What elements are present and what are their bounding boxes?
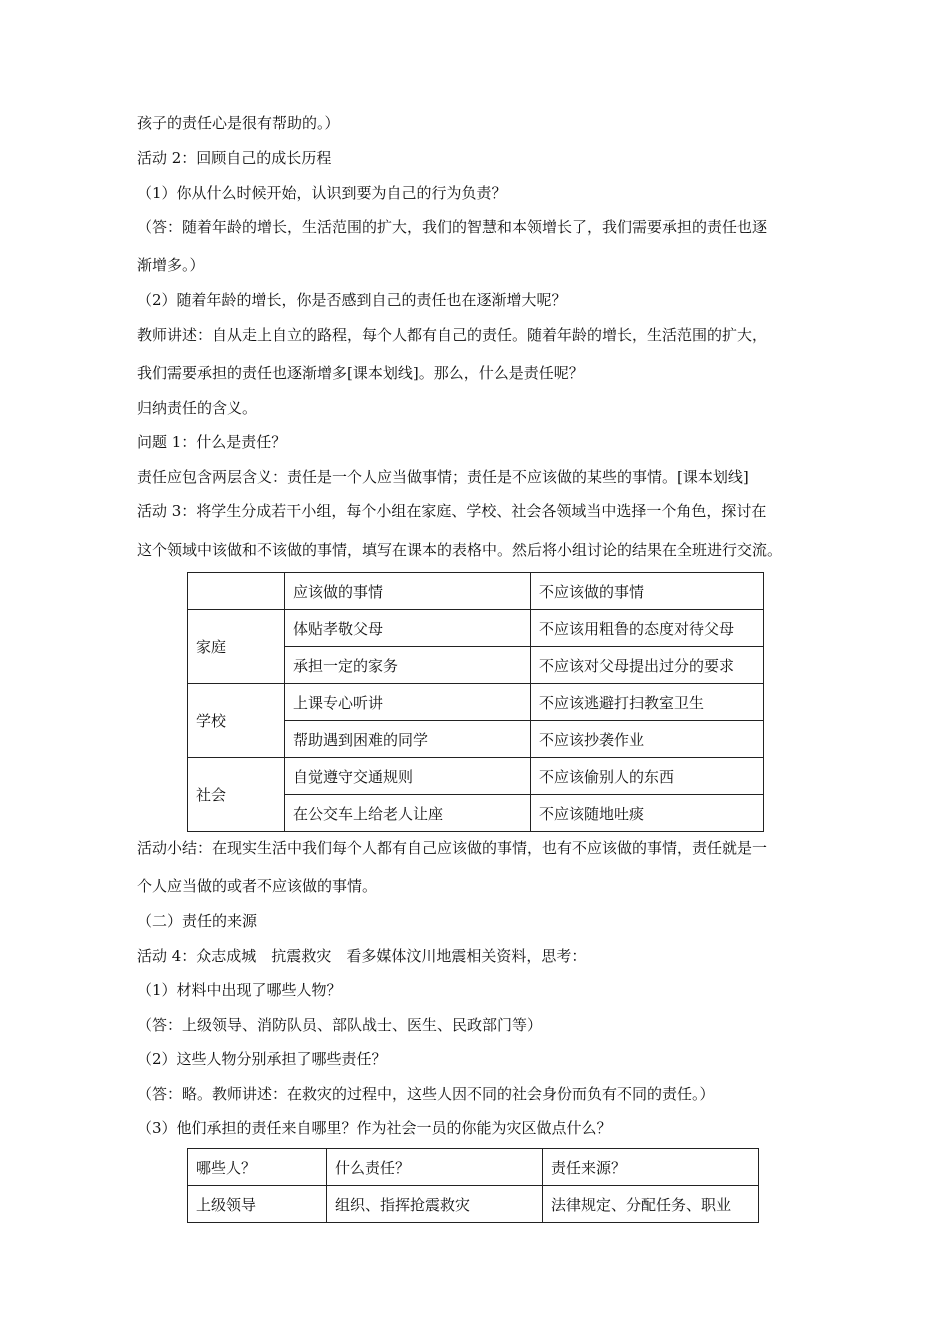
text-line: （3）他们承担的责任来自哪里？作为社会一员的你能为灾区做点什么？ [137, 1119, 612, 1137]
text-line: 活动 3：将学生分成若干小组，每个小组在家庭、学校、社会各领域当中选择一个角色，探讨在 [137, 502, 767, 520]
text-line: 活动 2：回顾自己的成长历程 [137, 149, 332, 167]
table-cell: 不应该抄袭作业 [531, 721, 764, 758]
text-line: 活动小结：在现实生活中我们每个人都有自己应该做的事情，也有不应该做的事情，责任就是一 [137, 839, 768, 857]
table-header-row [188, 1149, 759, 1186]
table-cell: 帮助遇到困难的同学 [285, 721, 531, 758]
text-line: 归纳责任的含义。 [137, 399, 258, 417]
table-cell: 不应该逃避打扫教室卫生 [531, 684, 764, 721]
row-group-label: 学校 [188, 684, 285, 758]
table-cell: 承担一定的家务 [285, 647, 531, 684]
text-line: （答：上级领导、消防队员、部队战士、医生、民政部门等） [137, 1016, 543, 1034]
table-header-row [188, 573, 764, 610]
table-cell: 不应该用粗鲁的态度对待父母 [531, 610, 764, 647]
text-line: 问题 1：什么是责任？ [137, 433, 287, 451]
table-cell: 体贴孝敬父母 [285, 610, 531, 647]
table-cell: 不应该随地吐痰 [531, 795, 764, 832]
text-line: 这个领域中该做和不该做的事情，填写在课本的表格中。然后将小组讨论的结果在全班进行交流。 [137, 541, 783, 559]
table-row [188, 758, 764, 795]
text-line: （2）这些人物分别承担了哪些责任？ [137, 1050, 387, 1068]
table-cell: 不应该对父母提出过分的要求 [531, 647, 764, 684]
text-line: （1）材料中出现了哪些人物？ [137, 981, 342, 999]
text-line: 责任应包含两层含义：责任是一个人应当做事情；责任是不应该做的某些的事情。[课本划线] [137, 468, 749, 486]
table-row [188, 1186, 759, 1223]
text-line: 教师讲述：自从走上自立的路程，每个人都有自己的责任。随着年龄的增长，生活范围的扩大， [137, 326, 768, 344]
row-group-label: 社会 [188, 758, 285, 832]
duties-table [187, 572, 764, 832]
table-cell: 什么责任？ [327, 1149, 543, 1186]
table-cell [188, 573, 285, 610]
responsibility-source-table [187, 1148, 759, 1223]
table-cell: 自觉遵守交通规则 [285, 758, 531, 795]
table-row [188, 610, 764, 647]
table-cell: 在公交车上给老人让座 [285, 795, 531, 832]
table-cell: 法律规定、分配任务、职业 [543, 1186, 759, 1223]
text-line: （答：随着年龄的增长，生活范围的扩大，我们的智慧和本领增长了，我们需要承担的责任也逐 [137, 218, 768, 236]
table-cell: 上课专心听讲 [285, 684, 531, 721]
table-cell: 上级领导 [188, 1186, 327, 1223]
text-line: 个人应当做的或者不应该做的事情。 [137, 877, 378, 895]
table-cell: 不应该偷别人的东西 [531, 758, 764, 795]
text-line: 我们需要承担的责任也逐渐增多[课本划线]。那么，什么是责任呢？ [137, 364, 584, 382]
text-line: （二）责任的来源 [137, 912, 258, 930]
table-cell: 组织、指挥抢震救灾 [327, 1186, 543, 1223]
table-cell: 哪些人？ [188, 1149, 327, 1186]
text-line: （2）随着年龄的增长，你是否感到自己的责任也在逐渐增大呢？ [137, 291, 567, 309]
text-line: 孩子的责任心是很有帮助的。） [137, 114, 340, 132]
text-line: 渐增多。） [137, 256, 205, 274]
text-line: （1）你从什么时候开始，认识到要为自己的行为负责？ [137, 184, 507, 202]
row-group-label: 家庭 [188, 610, 285, 684]
text-line: 活动 4：众志成城 抗震救灾 看多媒体汶川地震相关资料，思考： [137, 947, 587, 965]
table-cell: 应该做的事情 [285, 573, 531, 610]
table-cell: 不应该做的事情 [531, 573, 764, 610]
text-line: （答：略。教师讲述：在救灾的过程中，这些人因不同的社会身份而负有不同的责任。） [137, 1085, 715, 1103]
table-cell: 责任来源？ [543, 1149, 759, 1186]
table-row [188, 684, 764, 721]
